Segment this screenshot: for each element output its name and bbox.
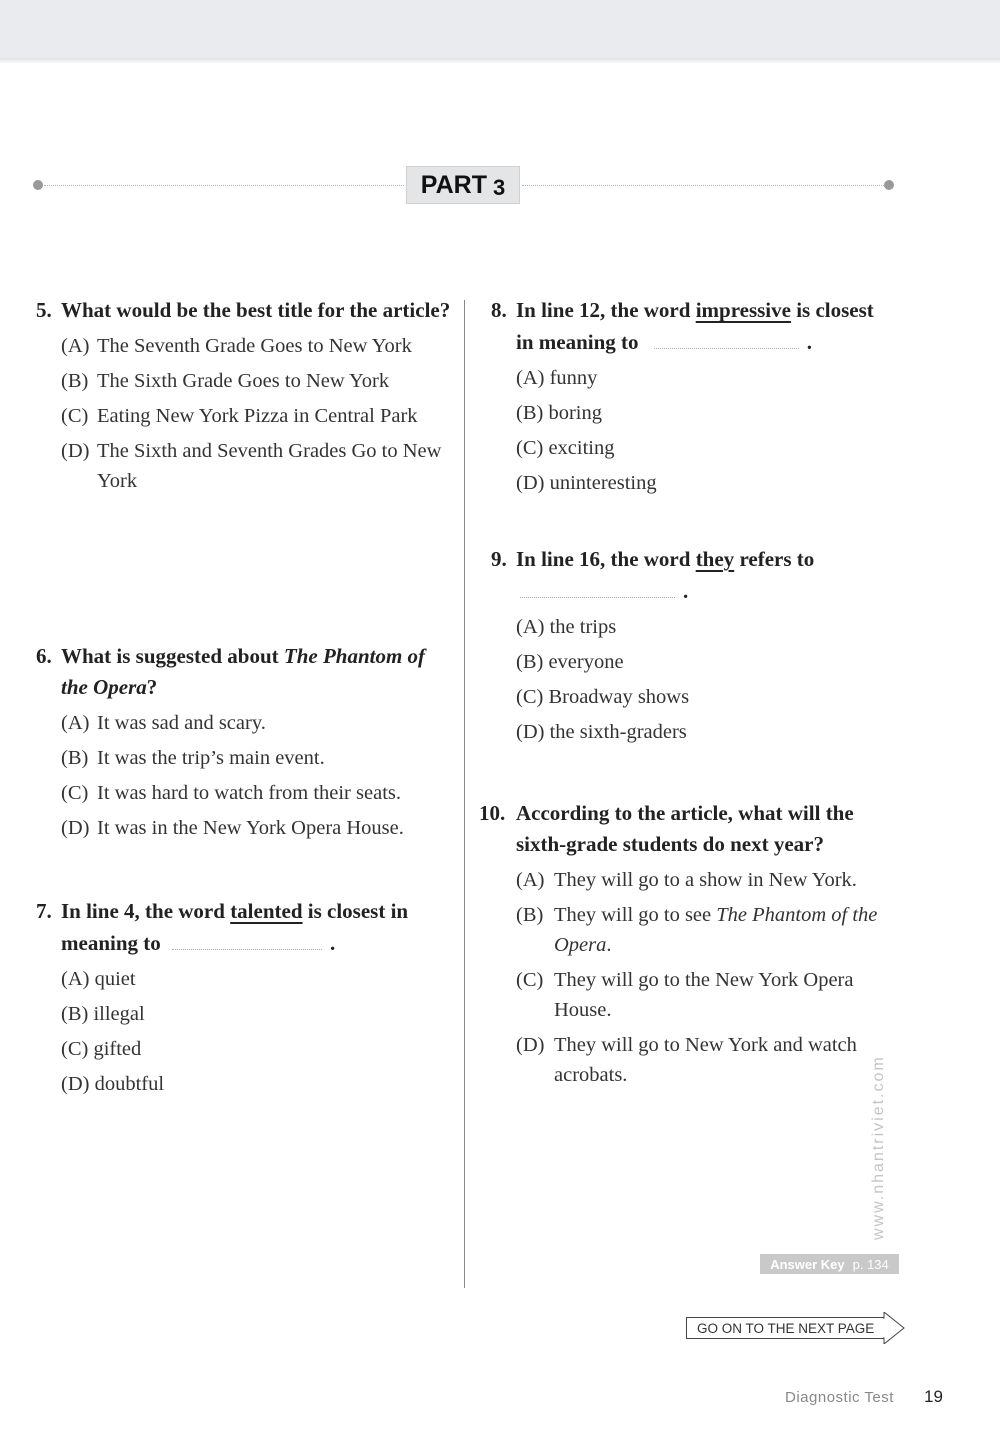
footer-section-title: Diagnostic Test (785, 1389, 894, 1406)
option-b[interactable] (61, 743, 451, 773)
option-text: The Sixth and Seventh Grades Go to New York (97, 440, 442, 492)
part-number: 3 (492, 175, 506, 200)
question-stem (491, 295, 896, 358)
question-text: In line 4, the word (61, 899, 231, 923)
question-6 (36, 641, 451, 843)
question-text-end: ? (146, 675, 158, 699)
option-text: They will go to the New York Opera House. (554, 969, 854, 1021)
target-word: talented (230, 899, 303, 923)
option-text: They will go to see (554, 904, 717, 926)
question-stem (36, 641, 451, 703)
rule-right-dot (884, 180, 894, 190)
option-text: exciting (548, 437, 615, 459)
option-letter: (D) (61, 817, 90, 839)
option-letter: (C) (516, 437, 544, 459)
question-title-italic: The Phantom of the Opera (61, 644, 426, 699)
blank-period: . (683, 579, 689, 603)
option-b[interactable] (61, 999, 451, 1029)
option-letter: (A) (516, 367, 545, 389)
option-a[interactable] (516, 363, 896, 393)
option-text: The Seventh Grade Goes to New York (97, 335, 412, 357)
answer-key-tag[interactable] (760, 1254, 899, 1274)
question-stem (491, 544, 896, 607)
option-letter: (D) (61, 440, 90, 462)
option-letter: (A) (61, 968, 90, 990)
question-text: In line 16, the word (516, 547, 696, 571)
option-text: It was sad and scary. (97, 712, 266, 734)
option-b[interactable] (516, 398, 896, 428)
option-text: quiet (94, 968, 136, 990)
question-number: 7. (36, 899, 52, 923)
question-number: 8. (491, 298, 507, 322)
question-text-end: is closest in meaning to (61, 899, 409, 955)
option-d[interactable] (516, 717, 896, 747)
option-letter: (B) (516, 904, 544, 926)
option-c[interactable] (516, 965, 896, 1025)
option-text: Broadway shows (548, 686, 690, 708)
option-text: They will go to a show in New York. (554, 869, 857, 891)
question-number: 10. (479, 801, 506, 825)
question-7 (36, 896, 451, 1099)
question-stem (36, 896, 451, 959)
option-c[interactable] (61, 1034, 451, 1064)
option-letter: (C) (61, 405, 89, 427)
publisher-watermark: www.nhantriviet.com (870, 1055, 887, 1240)
option-text: It was the trip’s main event. (97, 747, 325, 769)
page-number: 19 (924, 1387, 943, 1406)
question-5 (36, 295, 451, 496)
option-text-end: . (606, 934, 612, 956)
question-number: 9. (491, 547, 507, 571)
question-8 (491, 295, 896, 498)
question-number: 6. (36, 644, 52, 668)
answer-key-page: p. 134 (852, 1256, 889, 1272)
question-stem (36, 295, 451, 326)
answer-blank[interactable] (520, 575, 675, 598)
option-letter: (B) (61, 370, 89, 392)
option-text: doubtful (94, 1073, 165, 1095)
option-d[interactable] (516, 1030, 896, 1090)
option-letter: (D) (516, 1034, 545, 1056)
option-a[interactable] (516, 612, 896, 642)
option-text: boring (548, 402, 602, 424)
option-c[interactable] (516, 682, 896, 712)
option-c[interactable] (61, 778, 451, 808)
part-word: PART (420, 170, 487, 199)
option-text: gifted (93, 1038, 142, 1060)
target-word: impressive (695, 298, 791, 322)
option-b[interactable] (516, 900, 896, 960)
question-9 (491, 544, 896, 747)
option-a[interactable] (61, 708, 451, 738)
scan-top-shadow (0, 58, 1000, 64)
option-text: Eating New York Pizza in Central Park (97, 405, 418, 427)
option-title-italic: The Phantom of the Opera (554, 904, 878, 956)
option-letter: (D) (61, 1073, 90, 1095)
option-letter: (A) (516, 869, 545, 891)
scan-top-band (0, 0, 1000, 58)
option-a[interactable] (61, 964, 451, 994)
part-heading (406, 166, 520, 204)
option-text: the trips (549, 616, 617, 638)
option-letter: (C) (61, 1038, 89, 1060)
option-letter: (B) (61, 1003, 89, 1025)
option-letter: (C) (516, 969, 544, 991)
blank-period: . (330, 931, 336, 955)
question-10 (479, 798, 896, 1090)
answer-key-label: Answer Key (770, 1256, 845, 1272)
option-text: uninteresting (549, 472, 657, 494)
option-letter: (B) (516, 402, 544, 424)
next-page-label: GO ON TO THE NEXT PAGE (686, 1317, 884, 1339)
option-text: They will go to New York and watch acrobats. (554, 1034, 857, 1086)
option-text: the sixth-graders (549, 721, 687, 743)
question-stem (479, 798, 896, 860)
header-rule-left (44, 185, 404, 186)
question-text: According to the article, what will the sixth-grade students do next year? (516, 801, 854, 856)
question-text: What is suggested about (61, 644, 284, 668)
option-text: funny (549, 367, 598, 389)
option-text: It was hard to watch from their seats. (97, 782, 401, 804)
header-rule-right (522, 185, 884, 186)
option-letter: (B) (516, 651, 544, 673)
column-divider (464, 300, 465, 1288)
option-b[interactable] (61, 366, 451, 396)
option-d[interactable] (61, 436, 451, 496)
option-text: The Sixth Grade Goes to New York (97, 370, 390, 392)
option-c[interactable] (516, 433, 896, 463)
option-d[interactable] (61, 813, 451, 843)
option-letter: (A) (516, 616, 545, 638)
question-text-end: is closest in meaning to (516, 298, 874, 354)
blank-period: . (806, 330, 813, 354)
option-a[interactable] (516, 865, 896, 895)
option-letter: (A) (61, 712, 90, 734)
option-text: It was in the New York Opera House. (97, 817, 404, 839)
question-number: 5. (36, 298, 52, 322)
option-letter: (B) (61, 747, 89, 769)
option-d[interactable] (61, 1069, 451, 1099)
question-text-end: refers to (734, 547, 815, 571)
option-letter: (D) (516, 472, 545, 494)
option-a[interactable] (61, 331, 451, 361)
arrow-right-icon (883, 1312, 905, 1344)
option-letter: (C) (61, 782, 89, 804)
question-text: In line 12, the word (516, 298, 696, 322)
option-text: everyone (548, 651, 624, 673)
answer-blank[interactable] (654, 326, 799, 349)
question-text: What would be the best title for the article? (61, 298, 451, 322)
option-text: illegal (93, 1003, 145, 1025)
target-word: they (695, 547, 735, 571)
option-letter: (D) (516, 721, 545, 743)
option-letter: (A) (61, 335, 90, 357)
answer-blank[interactable] (172, 927, 322, 950)
option-c[interactable] (61, 401, 451, 431)
option-letter: (C) (516, 686, 544, 708)
option-d[interactable] (516, 468, 896, 498)
rule-left-dot (33, 180, 43, 190)
option-b[interactable] (516, 647, 896, 677)
next-page-button[interactable] (686, 1316, 905, 1340)
